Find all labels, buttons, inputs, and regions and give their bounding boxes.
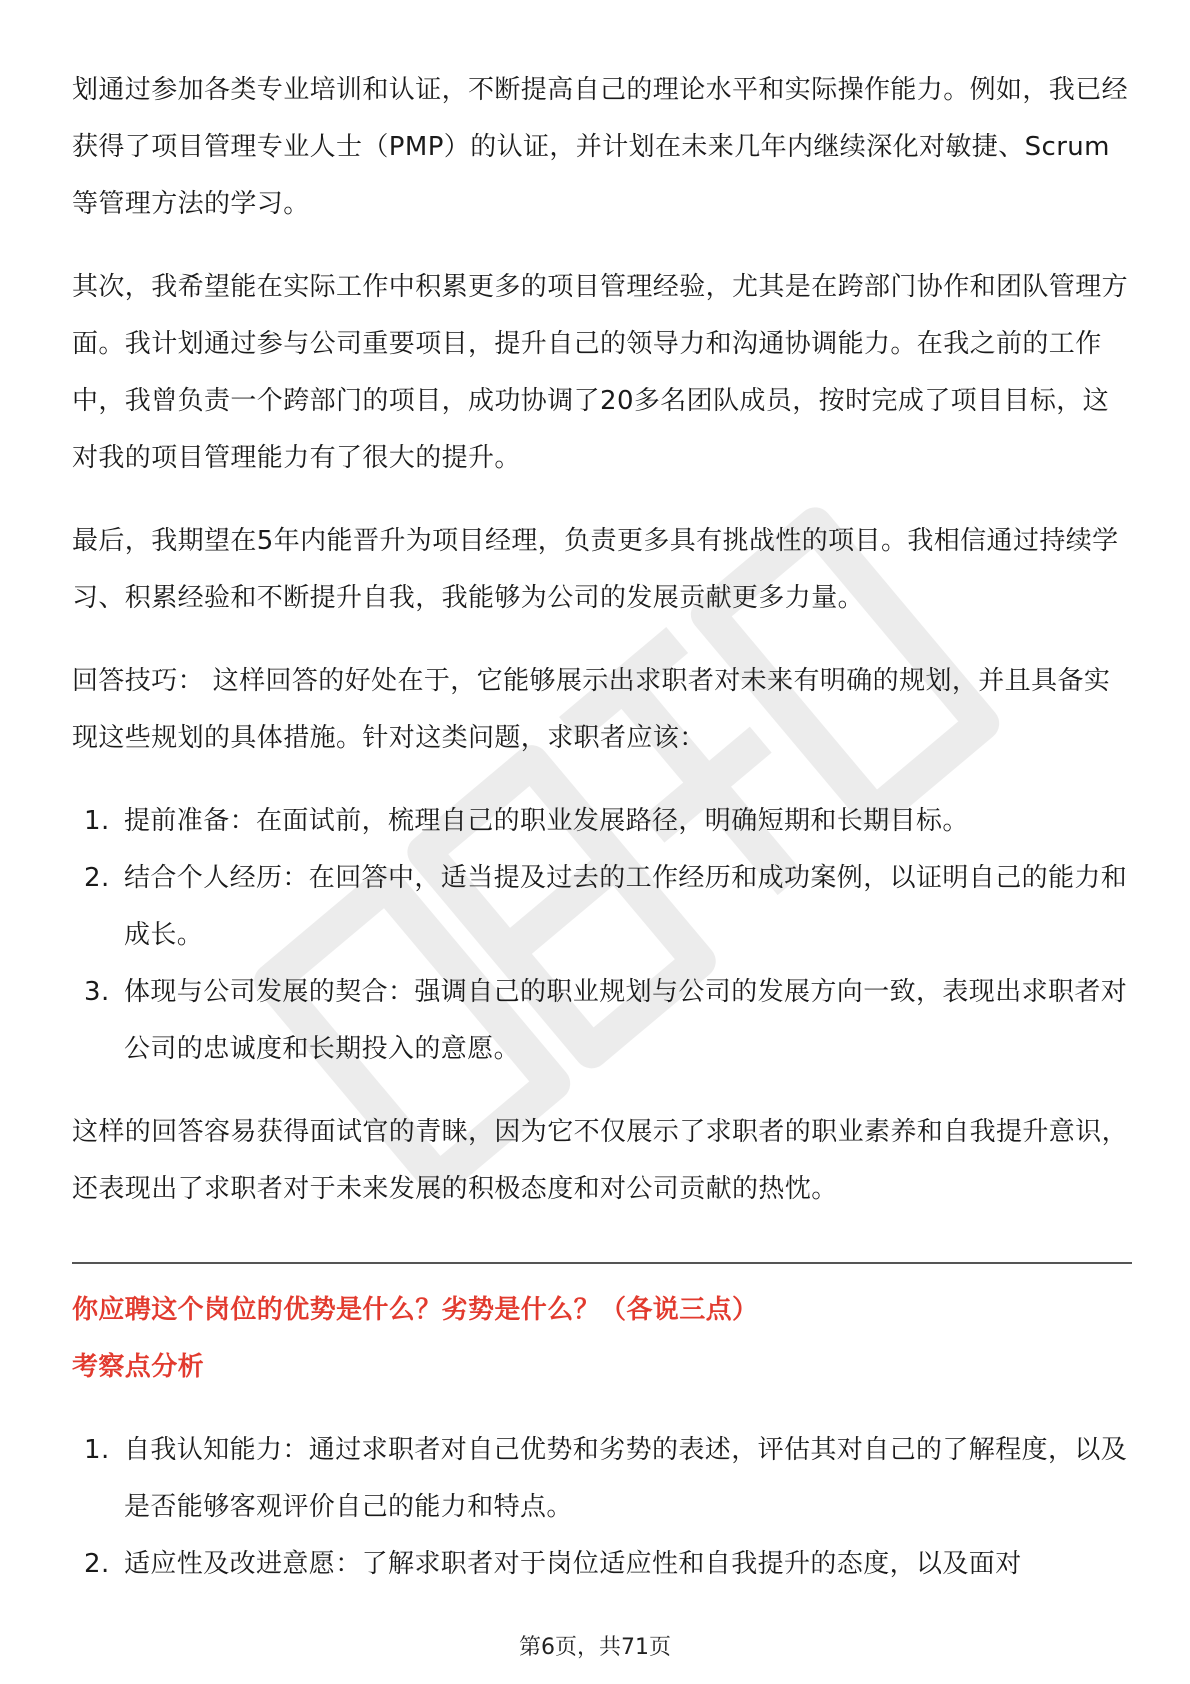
tips-list [72, 793, 1132, 1078]
paragraph-experience: 其次，我希望能在实际工作中积累更多的项目管理经验，尤其是在跨部门协作和团队管理方面。我计划通过参与公司重要项目，提升自己的领导力和沟通协调能力。在我之前的工作中，我曾负责一个跨部门的项目，成功协调了20多名团队成员，按时完成了项目目标，这对我的项目管理能力有了很大的提升。 [72, 272, 1129, 473]
list-item-number: 1. [84, 806, 110, 836]
page-number-footer: 第6页，共71页 [519, 1635, 671, 1660]
list-item-number: 1. [84, 1435, 110, 1465]
analysis-heading: 考察点分析 [72, 1352, 205, 1382]
list-item-text: 体现与公司发展的契合：强调自己的职业规划与公司的发展方向一致，表现出求职者对公司的忠诚度和长期投入的意愿。 [124, 977, 1128, 1064]
paragraph-promotion-goal: 最后，我期望在5年内能晋升为项目经理，负责更多具有挑战性的项目。我相信通过持续学习、积累经验和不断提升自我，我能够为公司的发展贡献更多力量。 [72, 526, 1119, 613]
question-heading: 你应聘这个岗位的优势是什么？劣势是什么？（各说三点） [72, 1295, 759, 1325]
list-item [72, 964, 1132, 1078]
list-item-text: 自我认知能力：通过求职者对自己优势和劣势的表述，评估其对自己的了解程度，以及是否能够客观评价自己的能力和特点。 [124, 1435, 1128, 1522]
analysis-list [72, 1422, 1132, 1593]
list-item-number: 3. [84, 977, 110, 1007]
list-item [72, 1422, 1132, 1536]
list-item-text: 适应性及改进意愿：了解求职者对于岗位适应性和自我提升的态度，以及面对 [124, 1549, 1022, 1579]
list-item [72, 850, 1132, 964]
list-item [72, 793, 1132, 850]
list-item-text: 提前准备：在面试前，梳理自己的职业发展路径，明确短期和长期目标。 [124, 806, 969, 836]
paragraph-certification: 划通过参加各类专业培训和认证，不断提高自己的理论水平和实际操作能力。例如，我已经获得了项目管理专业人士（PMP）的认证，并计划在未来几年内继续深化对敏捷、Scrum等管理方法的学习。 [72, 75, 1129, 219]
section-divider [72, 1262, 1132, 1264]
list-item-number: 2. [84, 863, 110, 893]
paragraph-answer-tips: 回答技巧： 这样回答的好处在于，它能够展示出求职者对未来有明确的规划，并且具备实现这些规划的具体措施。针对这类问题，求职者应该： [72, 666, 1111, 753]
list-item-number: 2. [84, 1549, 110, 1579]
document-body [72, 62, 1132, 1619]
list-item-text: 结合个人经历：在回答中，适当提及过去的工作经历和成功案例，以证明自己的能力和成长。 [124, 863, 1128, 950]
list-item [72, 1536, 1132, 1593]
paragraph-closing: 这样的回答容易获得面试官的青睐，因为它不仅展示了求职者的职业素养和自我提升意识，还表现出了求职者对于未来发展的积极态度和对公司贡献的热忱。 [72, 1117, 1129, 1204]
